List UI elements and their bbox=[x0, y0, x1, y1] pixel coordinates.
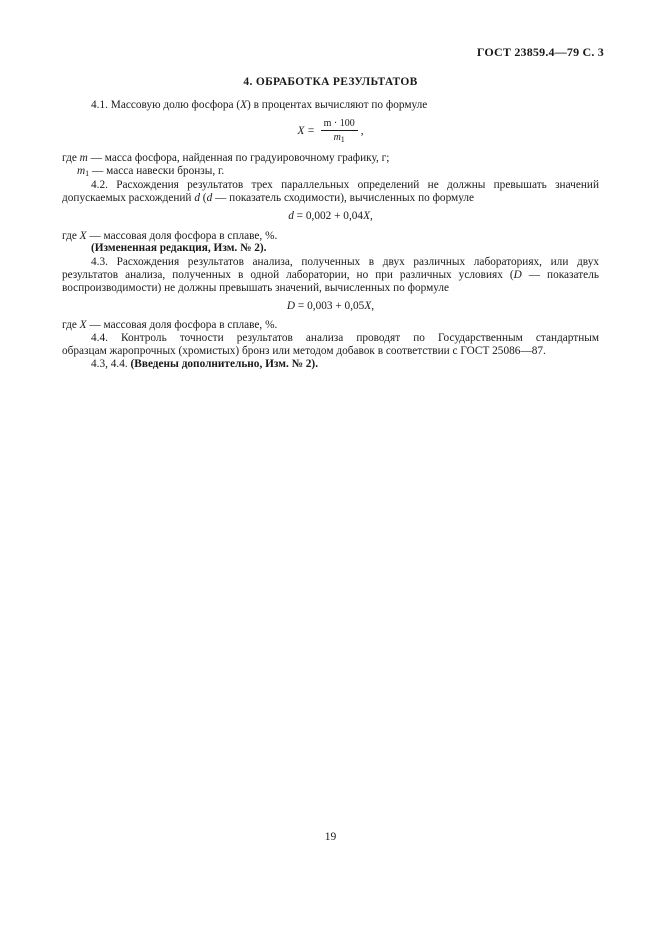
paragraph-4-1 bbox=[62, 99, 599, 113]
section-title: 4. ОБРАБОТКА РЕЗУЛЬТАТОВ bbox=[243, 76, 418, 88]
p42-d2: d bbox=[206, 192, 213, 204]
paragraph-4-3-line-2 bbox=[62, 269, 599, 283]
p41-end: ) в процентах вычисляют по формуле bbox=[247, 99, 428, 111]
paragraph-4-4-line-2: образцам жаропрочных (хромистых) бронз или методом добавок в соответствии с ГОСТ 25086—87. bbox=[62, 345, 546, 357]
p42-l2c: — показатель сходимости), вычисленных по формуле bbox=[212, 192, 475, 204]
where-m-var: m bbox=[79, 152, 88, 164]
paragraph-4-2-line-1: 4.2. Расхождения результатов трех параллельных определений не должны превышать значений bbox=[91, 179, 599, 191]
formula-2 bbox=[62, 210, 599, 224]
formula-3-D: D bbox=[286, 300, 296, 312]
formula-1-left: X = bbox=[297, 124, 318, 137]
document-header: ГОСТ 23859.4—79 С. 3 bbox=[476, 45, 604, 59]
page-number: 19 bbox=[324, 831, 337, 843]
where-x-1-prefix: где bbox=[62, 230, 80, 242]
formula-2-x: X bbox=[363, 210, 370, 222]
where-m1-var: m bbox=[77, 165, 86, 177]
additions-text: (Введены дополнительно, Изм. № 2). bbox=[130, 358, 319, 370]
p43-l2b: — показатель bbox=[521, 269, 599, 281]
p43-l2a: результатов анализа, полученных в одной лаборатории, но при различных условиях ( bbox=[62, 269, 514, 281]
formula-1-comma: , bbox=[360, 124, 364, 137]
where-x-2-prefix: где bbox=[62, 319, 80, 331]
where-m bbox=[62, 152, 599, 166]
formula-3-comma: , bbox=[371, 300, 375, 312]
p43-D: D bbox=[513, 269, 522, 281]
p42-l2b: ( bbox=[199, 192, 207, 204]
where-m-prefix: где bbox=[62, 152, 80, 164]
where-m1-sub: 1 bbox=[85, 169, 90, 178]
additions-prefix: 4.3, 4.4. bbox=[91, 358, 131, 370]
where-m1-text: — масса навески бронзы, г. bbox=[89, 165, 225, 177]
formula-3-x: X bbox=[364, 300, 372, 312]
paragraph-4-3-line-3: воспроизводимости) не должны превышать значений, вычисленных по формуле bbox=[62, 282, 450, 294]
formula-2-comma: , bbox=[369, 210, 373, 222]
where-x-2-text: — массовая доля фосфора в сплаве, %. bbox=[86, 319, 278, 331]
formula-3-body: = 0,003 + 0,05 bbox=[295, 300, 365, 312]
change-note: (Измененная редакция, Изм. № 2). bbox=[91, 242, 267, 254]
paragraph-4-2-line-2 bbox=[62, 192, 599, 206]
where-x-1-var: X bbox=[79, 230, 87, 242]
formula-1-den-sub: 1 bbox=[340, 135, 345, 144]
formula-2-d: d bbox=[288, 210, 294, 222]
paragraph-4-3-line-1: 4.3. Расхождения результатов анализа, полученных в двух различных лабораториях, или двух bbox=[91, 256, 599, 268]
formula-3 bbox=[62, 300, 599, 314]
where-x-1-text: — массовая доля фосфора в сплаве, %. bbox=[86, 230, 278, 242]
p42-d1: d bbox=[194, 192, 200, 204]
where-x-2 bbox=[62, 319, 599, 333]
formula-1-fraction bbox=[321, 118, 358, 145]
where-x-2-var: X bbox=[79, 319, 87, 331]
formula-2-body: = 0,002 + 0,04 bbox=[293, 210, 364, 222]
where-m-text: — масса фосфора, найденная по градуировочному графику, г; bbox=[87, 152, 390, 164]
p41-text: 4.1. Массовую долю фосфора ( bbox=[91, 99, 241, 111]
additions-note bbox=[62, 358, 599, 372]
formula-1 bbox=[62, 118, 599, 148]
paragraph-4-4-line-1: 4.4. Контроль точности результатов анализа проводят по Государственным стандартным bbox=[91, 332, 599, 344]
p42-l2a: допускаемых расхождений bbox=[62, 192, 195, 204]
formula-1-den-m: m bbox=[333, 132, 341, 143]
formula-1-numerator: m · 100 bbox=[321, 118, 358, 131]
formula-1-denominator bbox=[321, 131, 358, 145]
p41-var: X bbox=[240, 99, 248, 111]
